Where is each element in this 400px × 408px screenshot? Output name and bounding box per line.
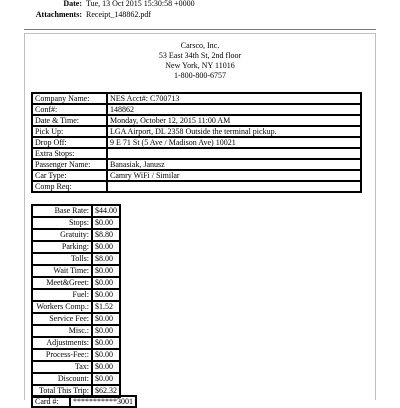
table-row bbox=[32, 205, 120, 217]
charge-value: $0.00 bbox=[92, 337, 120, 349]
charge-label: Parking: bbox=[32, 241, 92, 253]
charge-value: $44.00 bbox=[92, 205, 120, 217]
trip-info-value: LGA Airport, DL 2358 Outside the terminal pickup. bbox=[107, 126, 361, 137]
table-row bbox=[32, 241, 120, 253]
trip-info-value: 148862 bbox=[107, 104, 361, 115]
table-row bbox=[32, 373, 120, 385]
table-row bbox=[32, 396, 136, 407]
trip-info-label: Company Name: bbox=[32, 93, 107, 104]
charge-label: Process-Fee:: bbox=[32, 349, 92, 361]
attachments-label: Attachments: bbox=[35, 10, 82, 19]
card-label: Card #: bbox=[32, 396, 70, 407]
table-row bbox=[32, 253, 120, 265]
card-value: ***********3001 bbox=[70, 396, 136, 407]
charge-label: Service Fee: bbox=[32, 313, 92, 325]
trip-info-label: Extra Stops: bbox=[32, 148, 107, 159]
charge-value: $8.80 bbox=[92, 229, 120, 241]
charge-value: $0.00 bbox=[92, 265, 120, 277]
trip-info-label: Passenger Name: bbox=[32, 159, 107, 170]
charge-label: Adjustments: bbox=[32, 337, 92, 349]
table-row bbox=[32, 115, 361, 126]
trip-info-label: Car Type: bbox=[32, 170, 107, 181]
charge-label: Wait Time: bbox=[32, 265, 92, 277]
charge-label: Misc.: bbox=[32, 325, 92, 337]
table-row bbox=[32, 301, 120, 313]
trip-info-label: Conf#: bbox=[32, 104, 107, 115]
table-row bbox=[32, 277, 120, 289]
table-row bbox=[32, 137, 361, 148]
company-address-line-2: New York, NY 11016 bbox=[165, 61, 235, 70]
table-row bbox=[32, 229, 120, 241]
charge-value: $0.00 bbox=[92, 217, 120, 229]
table-row bbox=[32, 181, 361, 192]
company-name: Carsco, Inc. bbox=[180, 41, 220, 50]
header-divider bbox=[24, 29, 376, 30]
table-row bbox=[32, 217, 120, 229]
charge-value: $1.52 bbox=[92, 301, 120, 313]
trip-info-value bbox=[107, 181, 361, 192]
company-address-line-1: 53 East 34th St, 2nd floor bbox=[158, 51, 242, 60]
table-row bbox=[32, 126, 361, 137]
charges-table bbox=[31, 204, 121, 398]
charge-value: $0.00 bbox=[92, 241, 120, 253]
charge-value: $0.00 bbox=[92, 277, 120, 289]
attachments-row bbox=[0, 11, 400, 20]
trip-info-value bbox=[107, 148, 361, 159]
table-row bbox=[32, 265, 120, 277]
charge-label: Base Rate: bbox=[32, 205, 92, 217]
trip-info-value: 9 E 71 St (5 Ave / Madison Ave) 10021 bbox=[107, 137, 361, 148]
attachment-link[interactable]: Receipt_148862.pdf bbox=[86, 10, 152, 19]
table-row bbox=[32, 159, 361, 170]
company-address-block bbox=[25, 41, 375, 81]
company-phone: 1-800-800-6757 bbox=[174, 71, 226, 80]
date-row bbox=[0, 0, 400, 9]
receipt-document bbox=[24, 33, 376, 406]
charge-label: Workers Comp.: bbox=[32, 301, 92, 313]
charge-value: $0.00 bbox=[92, 289, 120, 301]
charge-label: Fuel: bbox=[32, 289, 92, 301]
trip-info-value: Monday, October 12, 2015 11:00 AM bbox=[107, 115, 361, 126]
table-row bbox=[32, 170, 361, 181]
charge-value: $0.00 bbox=[92, 313, 120, 325]
charge-value: $0.00 bbox=[92, 349, 120, 361]
charge-value: $0.00 bbox=[92, 373, 120, 385]
date-label: Date: bbox=[63, 0, 82, 8]
trip-info-table bbox=[31, 92, 362, 193]
trip-info-label: Pick Up: bbox=[32, 126, 107, 137]
table-row bbox=[32, 289, 120, 301]
trip-info-label: Date & Time: bbox=[32, 115, 107, 126]
charge-label: Tax: bbox=[32, 361, 92, 373]
charge-value: $0.00 bbox=[92, 325, 120, 337]
table-row bbox=[32, 349, 120, 361]
date-value: Tue, 13 Oct 2015 15:30:58 +0000 bbox=[86, 0, 195, 8]
total-label: Total This Trip: bbox=[32, 385, 92, 397]
charge-label: Meet&Greet: bbox=[32, 277, 92, 289]
table-row bbox=[32, 104, 361, 115]
charge-value: $8.00 bbox=[92, 253, 120, 265]
trip-info-value: Banasiak, Janusz bbox=[107, 159, 361, 170]
table-row bbox=[32, 325, 120, 337]
table-row bbox=[32, 148, 361, 159]
trip-info-value: Camry WiFi / Similar bbox=[107, 170, 361, 181]
trip-info-value: NES Acct#: C700713 bbox=[107, 93, 361, 104]
payment-table bbox=[31, 395, 137, 408]
table-row bbox=[32, 93, 361, 104]
table-row bbox=[32, 361, 120, 373]
charge-label: Gratuity: bbox=[32, 229, 92, 241]
charge-value: $0.00 bbox=[92, 361, 120, 373]
charge-label: Discount: bbox=[32, 373, 92, 385]
charge-label: Stops: bbox=[32, 217, 92, 229]
table-row bbox=[32, 313, 120, 325]
table-row bbox=[32, 337, 120, 349]
charge-label: Tolls: bbox=[32, 253, 92, 265]
total-value: $62.32 bbox=[92, 385, 120, 397]
trip-info-label: Drop Off: bbox=[32, 137, 107, 148]
trip-info-label: Comp Req: bbox=[32, 181, 107, 192]
